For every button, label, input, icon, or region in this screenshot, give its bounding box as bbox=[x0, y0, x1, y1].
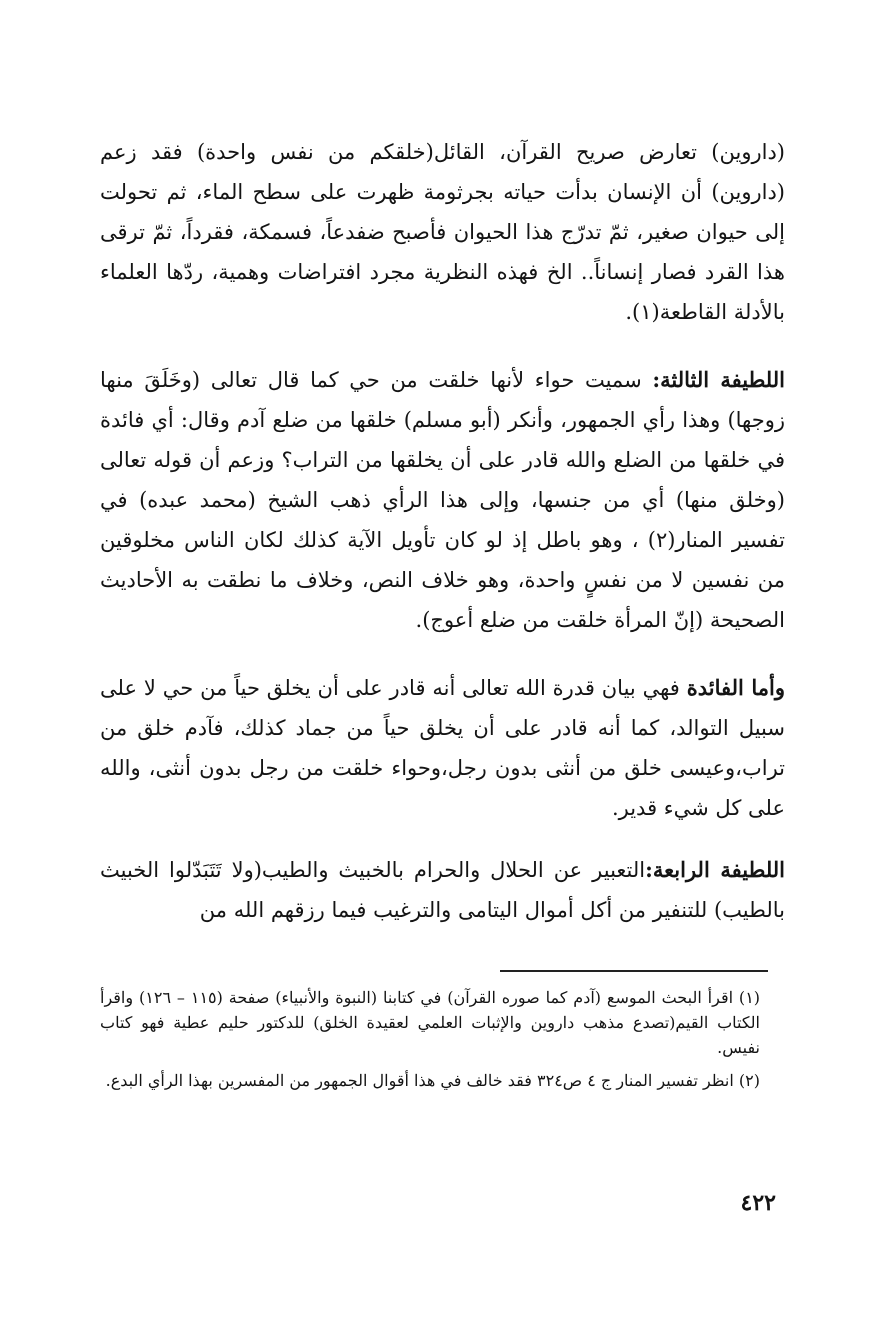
paragraph-darwin bbox=[100, 132, 785, 332]
footnotes bbox=[100, 985, 760, 1101]
paragraph-text: (داروين) تعارض صريح القرآن، القائل(خلقكم من نفس واحدة) فقد زعم (داروين) أن الإنسان بدأت حياته بجرثومة ظهرت على سطح الماء، ثم تحولت إلى حيوان صغير، ثمّ تدرّج هذا الحيوان فأصبح ضفدعاً، فسمكة، فقرداً، ثمّ ترقى هذا القرد فصار إنساناً.. الخ فهذه النظرية مجرد افتراضات وهمية، ردّها العلماء بالأدلة القاطعة(١). bbox=[100, 140, 785, 324]
paragraph-text: فهي بيان قدرة الله تعالى أنه قادر على أن يخلق حياً من حي لا على سبيل التوالد، كما أنه قادر على أن يخلق حياً من جماد كذلك، فآدم خلق من تراب،وعيسى خلق من أنثى بدون رجل،وحواء خلقت من رجل بدون أنثى، والله على كل شيء قدير. bbox=[100, 676, 785, 820]
footnote-1: (١) اقرأ البحث الموسع (آدم كما صوره القرآن) في كتابنا (النبوة والأنبياء) صفحة (١١٥ – ١٢٦) واقرأ الكتاب القيم(تصدع مذهب داروين والإثبات العلمي لعقيدة الخلق) للدكتور حليم عطية فهو كتاب نفيس. bbox=[100, 988, 761, 1057]
main-text bbox=[100, 132, 785, 930]
paragraph-text: التعبير عن الحلال والحرام بالخبيث والطيب(ولا تَتَبَدّلوا الخبيث بالطيب) للتنفير من أكل أموال اليتامى والترغيب فيما رزقهم الله من bbox=[100, 858, 785, 922]
section-heading: وأما الفائدة bbox=[686, 675, 785, 700]
paragraph-third-subtlety bbox=[100, 360, 785, 640]
section-heading: اللطيفة الرابعة: bbox=[645, 857, 785, 882]
paragraph-fourth-subtlety bbox=[100, 850, 785, 930]
page-number: ٤٢٢ bbox=[740, 1190, 776, 1216]
footnote-divider bbox=[500, 970, 768, 972]
paragraph-text: سميت حواء لأنها خلقت من حي كما قال تعالى (وخَلَقَ منها زوجها) وهذا رأي الجمهور، وأنكر (أبو مسلم) خلقها من ضلع آدم وقال: أي فائدة في خلقها من الضلع والله قادر على أن يخلقها من التراب؟ وزعم أن قوله تعالى (وخلق منها) أي من جنسها، وإلى هذا الرأي ذهب الشيخ (محمد عبده) في تفسير المنار(٢) ، وهو باطل إذ لو كان تأويل الآية كذلك لكان الناس مخلوقين من نفسين لا من نفسٍ واحدة، وهو خلاف النص، وخلاف ما نطقت به الأحاديث الصحيحة (إنّ المرأة خلقت من ضلع أعوج). bbox=[100, 368, 785, 632]
section-heading: اللطيفة الثالثة: bbox=[652, 367, 785, 392]
footnote-2: (٢) انظر تفسير المنار ج ٤ ص٣٢٤ فقد خالف في هذا أقوال الجمهور من المفسرين بهذا الرأي البدع. bbox=[105, 1071, 760, 1090]
paragraph-benefit bbox=[100, 668, 785, 828]
